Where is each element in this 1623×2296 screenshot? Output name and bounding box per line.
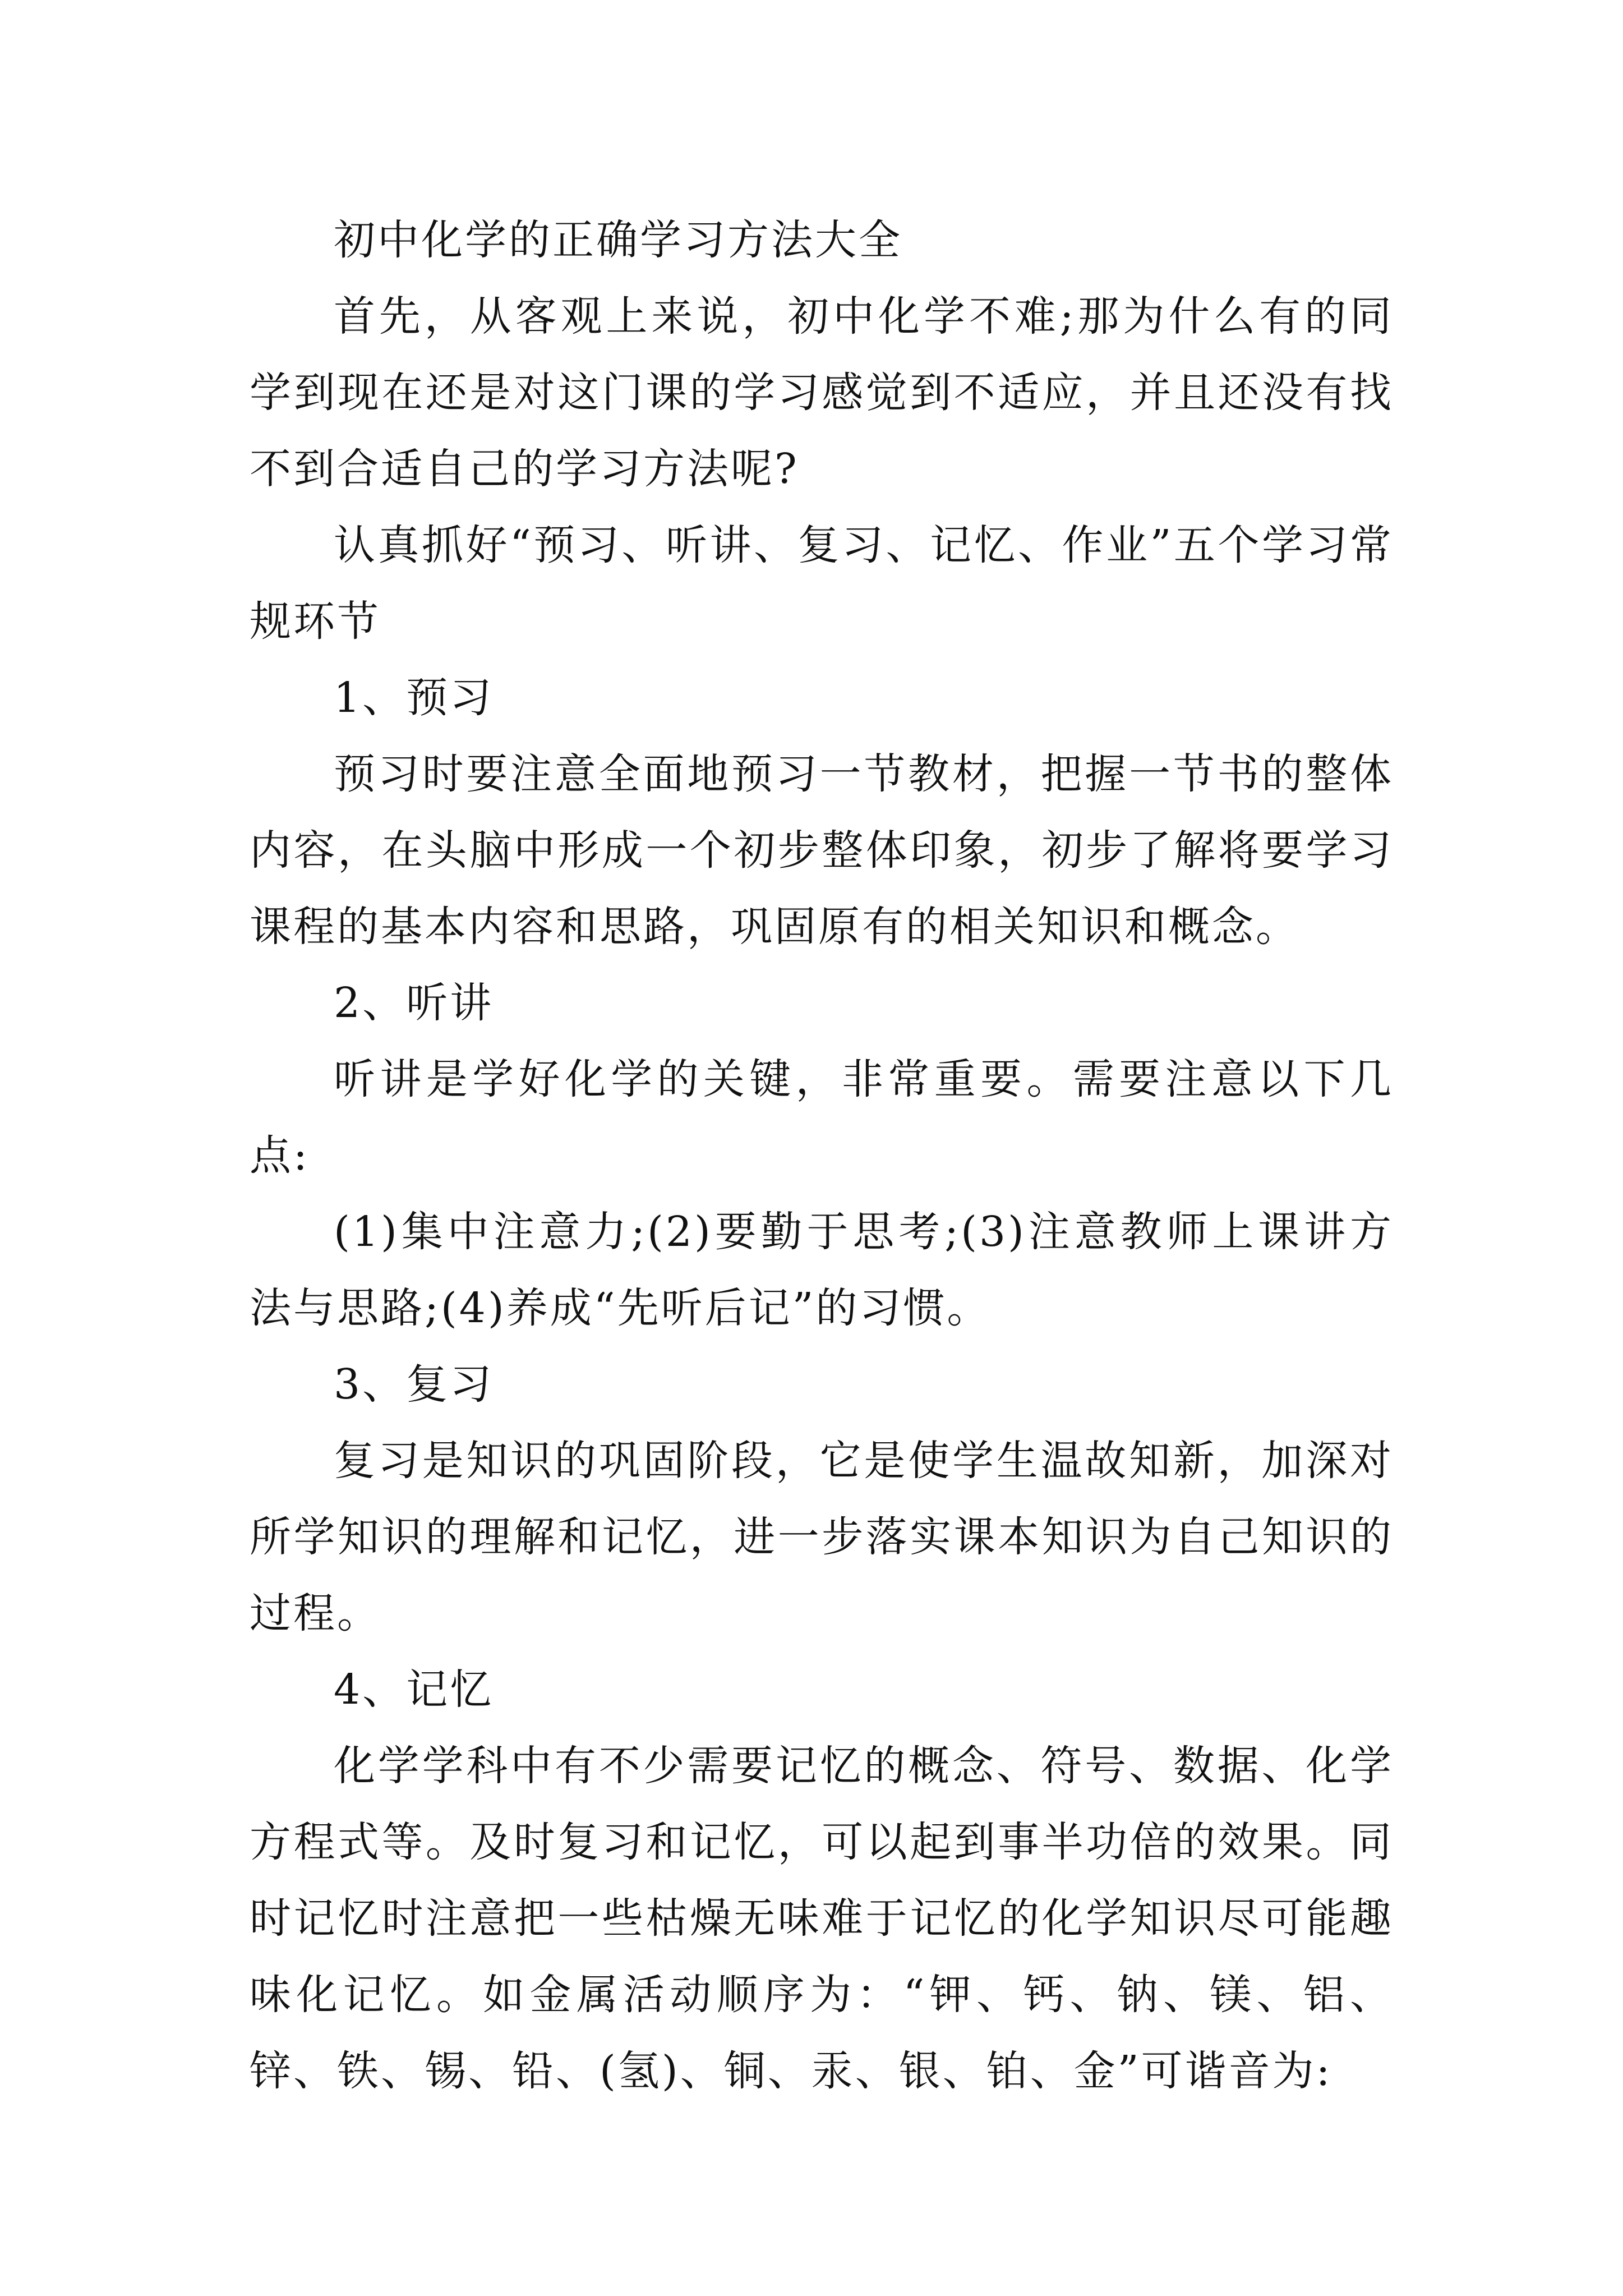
section-heading-review: 3、复习 xyxy=(334,1360,494,1409)
memory-paragraph: 化学学科中有不少需要记忆的概念、符号、数据、化学方程式等。及时复习和记忆，可以起到事半功倍的效果。同时记忆时注意把一些枯燥无味难于记忆的化学知识尽可能趣味化记忆。如金属活动顺序为：“钾、钙、钠、镁、铝、锌、铁、锡、铅、(氢)、铜、汞、银、铂、金”可谐音为: xyxy=(250,1742,1394,2095)
listen-paragraph: 听讲是学好化学的关键，非常重要。需要注意以下几点: xyxy=(250,1055,1394,1180)
document-title: 初中化学的正确学习方法大全 xyxy=(334,216,902,264)
routine-paragraph: 认真抓好“预习、听讲、复习、记忆、作业”五个学习常规环节 xyxy=(250,521,1394,646)
intro-paragraph: 首先，从客观上来说，初中化学不难;那为什么有的同学到现在还是对这门课的学习感觉到不适应，并且还没有找不到合适自己的学习方法呢? xyxy=(250,292,1394,493)
listen-points-paragraph: (1)集中注意力;(2)要勤于思考;(3)注意教师上课讲方法与思路;(4)养成“先听后记”的习惯。 xyxy=(250,1208,1394,1332)
section-heading-preview: 1、预习 xyxy=(334,674,494,722)
section-heading-memory: 4、记忆 xyxy=(334,1665,494,1714)
preview-paragraph: 预习时要注意全面地预习一节教材，把握一节书的整体内容，在头脑中形成一个初步整体印象，初步了解将要学习课程的基本内容和思路，巩固原有的相关知识和概念。 xyxy=(250,750,1394,951)
document-body xyxy=(250,202,1394,2109)
review-paragraph: 复习是知识的巩固阶段，它是使学生温故知新，加深对所学知识的理解和记忆，进一步落实课本知识为自己知识的过程。 xyxy=(250,1437,1394,1637)
section-heading-listen: 2、听讲 xyxy=(334,979,494,1027)
